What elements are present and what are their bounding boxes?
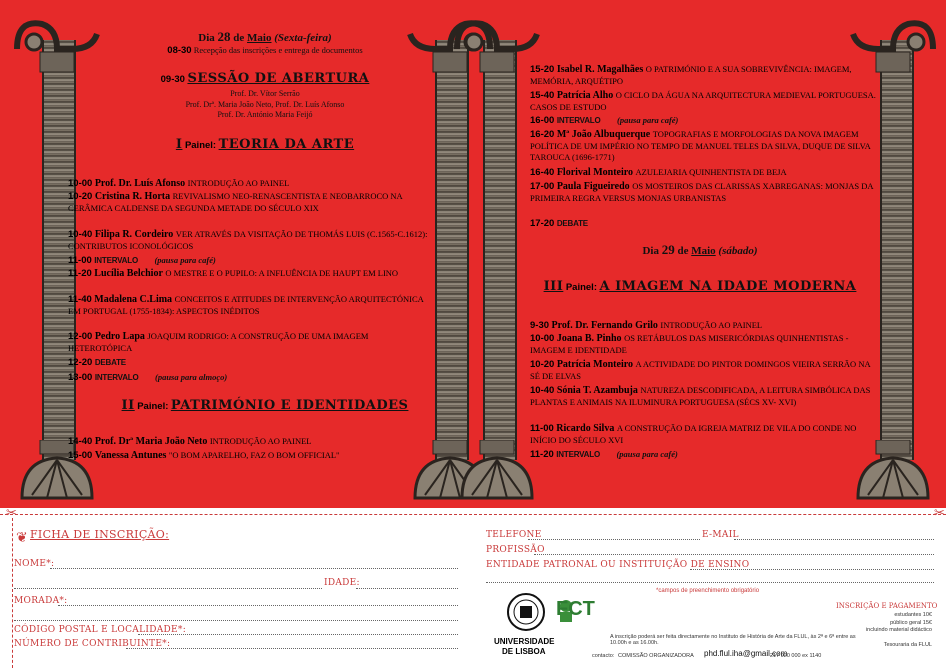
nome-field-2[interactable] [14, 588, 322, 589]
panel-3-title: A IMAGEM NA IDADE MODERNA [599, 279, 857, 294]
schedule-talk: "O BOM APARELHO, FAZ O BOM OFFICIAL" [168, 450, 340, 460]
cut-line-left [12, 518, 13, 668]
schedule-speaker: Florival Monteiro [556, 167, 633, 178]
registration-note: A inscrição poderá ser feita directamente no Instituto de História de Arte da FLUL, às 2ª e 6ª entre as 10.00h e as 16.00h. [610, 634, 856, 646]
form-title: FICHA DE INSCRIÇÃO: [30, 528, 170, 541]
schedule-row [530, 181, 880, 204]
scissors-icon: ✂ [6, 506, 17, 521]
day-tail: (Sexta-feira) [271, 32, 332, 44]
schedule-time: 10-40 [530, 385, 555, 396]
schedule-time: 16-40 [530, 167, 555, 178]
university-logo [504, 592, 548, 632]
schedule-row [530, 359, 880, 382]
panel-2-word: Painel: [137, 401, 169, 412]
university-name-2: DE LISBOA [502, 647, 546, 656]
schedule-talk: (pausa para café) [154, 255, 216, 265]
schedule-time: 10-00 [68, 178, 93, 189]
day-number: 28 [217, 29, 231, 44]
panel-1-title: TEORIA DA ARTE [218, 137, 355, 152]
schedule-time: 9-30 [530, 320, 550, 331]
schedule-time: 11-00 [68, 255, 92, 266]
fct-logo-text: FCT [556, 598, 595, 620]
day29-number: 29 [661, 242, 675, 257]
day29-tail: (sábado) [715, 245, 758, 257]
schedule-row [68, 191, 430, 214]
entidade-field[interactable] [690, 569, 934, 570]
schedule-speaker: Prof. Drª Maria João Neto [94, 436, 208, 447]
panel-1-heading [100, 139, 430, 152]
morada-field-2[interactable] [14, 620, 458, 621]
schedule-speaker: Prof. Dr. Luís Afonso [94, 178, 186, 189]
schedule-talk: AZULEJARIA QUINHENTISTA DE BEJA [635, 167, 787, 177]
opening-time: 09-30 [160, 74, 185, 85]
schedule-speaker: INTERVALO [94, 256, 138, 265]
capital-top-right-1 [452, 14, 542, 74]
base-left-1 [12, 440, 102, 500]
schedule-row [68, 294, 430, 317]
schedule-talk: NATUREZA DESCODIFICADA, A LEITURA SIMBÓLICA DAS PLANTAS E ANIMAIS NA ILUMINURA PORTUGUESA (SÉCS XV- XVI) [530, 385, 871, 407]
schedule-time: 11-20 [68, 268, 92, 279]
panel-2-heading [100, 400, 430, 413]
schedule-talk: JOAQUIM RODRIGO: A CONSTRUÇÃO DE UMA IMAGEM HETEROTÓPICA [68, 331, 369, 353]
schedule-row [530, 320, 880, 332]
schedule-speaker: Filipa R. Cordeiro [94, 229, 174, 240]
schedule-speaker: Paula Figueiredo [556, 181, 630, 192]
day29-prefix: Dia [642, 245, 662, 257]
schedule-row [68, 268, 430, 280]
reception-time: 08-30 [167, 45, 192, 56]
opening-names [100, 89, 430, 121]
panel-1-roman: I [175, 137, 183, 152]
idade-field[interactable] [356, 588, 458, 589]
schedule-time: 17-20 [530, 218, 555, 229]
reception-text: Recepção das inscrições e entrega de documentos [193, 45, 363, 55]
idade-label: IDADE: [324, 578, 360, 588]
schedule-row [68, 450, 430, 462]
opening-title: SESSÃO DE ABERTURA [187, 71, 370, 86]
registration-form [0, 508, 946, 672]
morada-field[interactable] [58, 605, 458, 606]
schedule-speaker: Lucília Belchior [94, 268, 163, 279]
schedule-time: 13-00 [68, 372, 93, 383]
schedule-row [68, 357, 430, 369]
base-right-1 [452, 440, 542, 500]
entidade-field-2[interactable] [486, 582, 934, 583]
schedule-row [68, 372, 430, 384]
reception-line [100, 45, 430, 57]
codigo-field[interactable] [138, 634, 458, 635]
email-field[interactable] [734, 539, 934, 540]
schedule-time: 16-20 [530, 129, 555, 140]
schedule-speaker: INTERVALO [94, 373, 139, 382]
schedule-row [530, 385, 880, 408]
nome-field[interactable] [50, 568, 458, 569]
schedule-time: 17-00 [530, 181, 555, 192]
schedule-row [530, 423, 880, 446]
day-29-heading [530, 244, 870, 258]
profissao-label: PROFISSÃO [486, 545, 545, 555]
panel-3-roman: III [543, 279, 564, 294]
panel-3-heading [530, 281, 870, 294]
schedule-row [68, 436, 430, 448]
schedule-speaker: Madalena C.Lima [94, 294, 173, 305]
contribuinte-label: NÚMERO DE CONTRIBUINTE*: [14, 639, 171, 649]
schedule-row [68, 331, 430, 354]
schedule-speaker: Isabel R. Magalhães [556, 64, 644, 75]
right-pillar-1 [483, 40, 517, 460]
capital-top-left-1 [12, 14, 102, 74]
schedule-speaker: INTERVALO [556, 450, 600, 459]
schedule-time: 11-00 [530, 423, 554, 434]
day-prefix: Dia [198, 32, 218, 44]
schedule-row [530, 218, 880, 230]
schedule-time: 14-40 [68, 436, 93, 447]
required-note: *campos de preenchimento obrigatório [656, 588, 760, 594]
university-name-1: UNIVERSIDADE [494, 637, 555, 646]
schedule-speaker: Pedro Lapa [94, 331, 145, 342]
schedule-speaker: Patrícia Alho [556, 90, 614, 101]
schedule-talk: (pausa para almoço) [155, 372, 228, 382]
schedule-talk: CONCEITOS E ATITUDES DE INTERVENÇÃO ARQUITECTÓNICA EM PORTUGAL (1755-1834): ASPECTOS INÉDITOS [68, 294, 424, 316]
schedule-time: 11-20 [530, 449, 554, 460]
schedule-time: 10-00 [530, 333, 555, 344]
schedule-speaker: Mª João Albuquerque [556, 129, 651, 140]
schedule-row [68, 229, 430, 252]
schedule-talk: OS RETÁBULOS DAS MISERICÓRDIAS QUINHENTISTAS - IMAGEM E IDENTIDADE [530, 333, 849, 355]
contact-label: contacto: [592, 653, 615, 659]
panel-1-word: Painel: [184, 140, 217, 151]
morada-label: MORADA*: [14, 596, 68, 606]
schedule-time: 15-00 [68, 450, 93, 461]
schedule-time: 11-40 [68, 294, 92, 305]
opening-name-3: Prof. Dr. António Maria Feijó [217, 110, 313, 119]
telefone-label: TELEFONE [486, 530, 542, 540]
nome-label: NOME*: [14, 559, 55, 569]
schedule-talk: A ACTIVIDADE DO PINTOR DOMINGOS VIEIRA SERRÃO NA SÉ DE ELVAS [530, 359, 871, 381]
panel-2-roman: II [121, 398, 135, 413]
day29-mid: de [674, 245, 692, 257]
pay-line-1: estudantes 10€ [894, 612, 932, 618]
opening-name-2: Prof. Drª. Maria João Neto, Prof. Dr. Luís Afonso [185, 99, 345, 109]
contribuinte-field[interactable] [126, 648, 458, 649]
schedule-talk: INTRODUÇÃO AO PAINEL [660, 320, 763, 330]
payment-lines [866, 612, 932, 635]
schedule-row [530, 115, 880, 127]
cut-line-top [0, 514, 946, 515]
schedule-row [530, 64, 880, 87]
schedule-time: 16-00 [530, 115, 555, 126]
opening-session [100, 73, 430, 86]
schedule-speaker: DEBATE [94, 358, 126, 367]
day-mid: de [230, 32, 248, 44]
schedule-talk: O PATRIMÓNIO E A SUA SOBREVIVÊNCIA: IMAGEM, MEMÓRIA, ARQUÉTIPO [530, 64, 852, 86]
codigo-label: CÓDIGO POSTAL E LOCALIDADE*: [14, 625, 187, 635]
schedule-row [530, 449, 880, 461]
schedule-speaker: Vanessa Antunes [94, 450, 167, 461]
schedule-talk: OS MOSTEIROS DAS CLARISSAS XABREGANAS: MONJAS DA PRIMEIRA REGRA VERSUS MONJAS URBANISTAS [530, 181, 874, 203]
schedule-speaker: Joana B. Pinho [556, 333, 622, 344]
schedule-row [530, 167, 880, 179]
schedule-time: 12-00 [68, 331, 93, 342]
opening-name-1: Prof. Dr. Vítor Serrão [230, 89, 300, 98]
schedule-speaker: Ricardo Silva [556, 423, 615, 434]
pay-line-3: incluindo material didáctico [865, 627, 932, 633]
schedule-talk: (pausa para café) [617, 115, 679, 125]
day29-month: Maio [691, 245, 716, 257]
schedule-row [68, 178, 430, 190]
schedule-row [530, 333, 880, 356]
email-label: E-MAIL [702, 530, 739, 540]
scissors-icon-2: ✂ [934, 506, 945, 521]
payment-title: INSCRIÇÃO E PAGAMENTO [836, 602, 938, 610]
schedule-talk: INTRODUÇÃO AO PAINEL [187, 178, 290, 188]
day-month: Maio [247, 32, 272, 44]
schedule-talk: (pausa para café) [616, 449, 678, 459]
schedule-speaker: Sónia T. Azambuja [556, 385, 638, 396]
pay-line-4: Tesouraria da FLUL [883, 642, 932, 648]
panel-2-title: PATRIMÓNIO E IDENTIDADES [170, 398, 409, 413]
schedule-talk: O CICLO DA ÁGUA NA ARQUITECTURA MEDIEVAL PORTUGUESA. CASOS DE ESTUDO [530, 90, 876, 112]
schedule-time: 10-40 [68, 229, 93, 240]
schedule-talk: O MESTRE E O PUPILO: A INFLUÊNCIA DE HAUPT EM LINO [165, 268, 399, 278]
schedule-row [530, 129, 880, 164]
schedule-speaker: Prof. Dr. Fernando Grilo [551, 320, 658, 331]
comissao-label: COMISSÃO ORGANIZADORA [618, 653, 694, 659]
contact-email[interactable]: phd.flul.iha@gmail.com [704, 649, 788, 658]
day-28-heading [100, 31, 430, 45]
schedule-talk: REVIVALISMO NEO-RENASCENTISTA E NEOBARROCO NA CERÂMICA CALDENSE DA SEGUNDA METADE DO SÉCULO XIX [68, 191, 403, 213]
right-pillar-2 [880, 40, 914, 460]
schedule-row [68, 255, 430, 267]
schedule-talk: INTRODUÇÃO AO PAINEL [209, 436, 312, 446]
schedule-time: 10-20 [68, 191, 93, 202]
telefone-field[interactable] [528, 539, 700, 540]
schedule-speaker: INTERVALO [556, 116, 601, 125]
schedule-time: 12-20 [68, 357, 93, 368]
schedule-time: 10-20 [530, 359, 555, 370]
form-flourish-icon: ❦ [16, 530, 28, 546]
schedule-speaker: DEBATE [556, 219, 588, 228]
schedule-speaker: Patrícia Monteiro [556, 359, 633, 370]
schedule-talk: TOPOGRAFIAS E MORFOLOGIAS DA NOVA IMAGEM POLÍTICA DE UM IMPÉRIO NO TEMPO DE MANUEL TELES DA SILVA, DUQUE DE SILVA TAROUCA (1696-1771) [530, 129, 871, 162]
pay-line-2: público geral 15€ [890, 619, 932, 626]
contact-phone: 217 920 000 ex 1140 [770, 653, 822, 659]
entidade-label: ENTIDADE PATRONAL OU INSTITUIÇÃO DE ENSINO [486, 560, 750, 570]
schedule-talk: VER ATRAVÉS DA VISITAÇÃO DE THOMÁS LUIS (C.1565-C.1612): CONTRIBUTOS ICONOLÓGICOS [68, 229, 428, 251]
schedule-talk: A CONSTRUÇÃO DA IGREJA MATRIZ DE VILA DO CONDE NO INÍCIO DO SÉCULO XVI [530, 423, 857, 445]
schedule-row [530, 90, 880, 113]
schedule-time: 15-40 [530, 90, 555, 101]
panel-3-word: Painel: [565, 282, 597, 293]
schedule-time: 15-20 [530, 64, 555, 75]
profissao-field[interactable] [534, 554, 934, 555]
left-pillar-2 [435, 40, 469, 460]
schedule-speaker: Cristina R. Horta [94, 191, 171, 202]
